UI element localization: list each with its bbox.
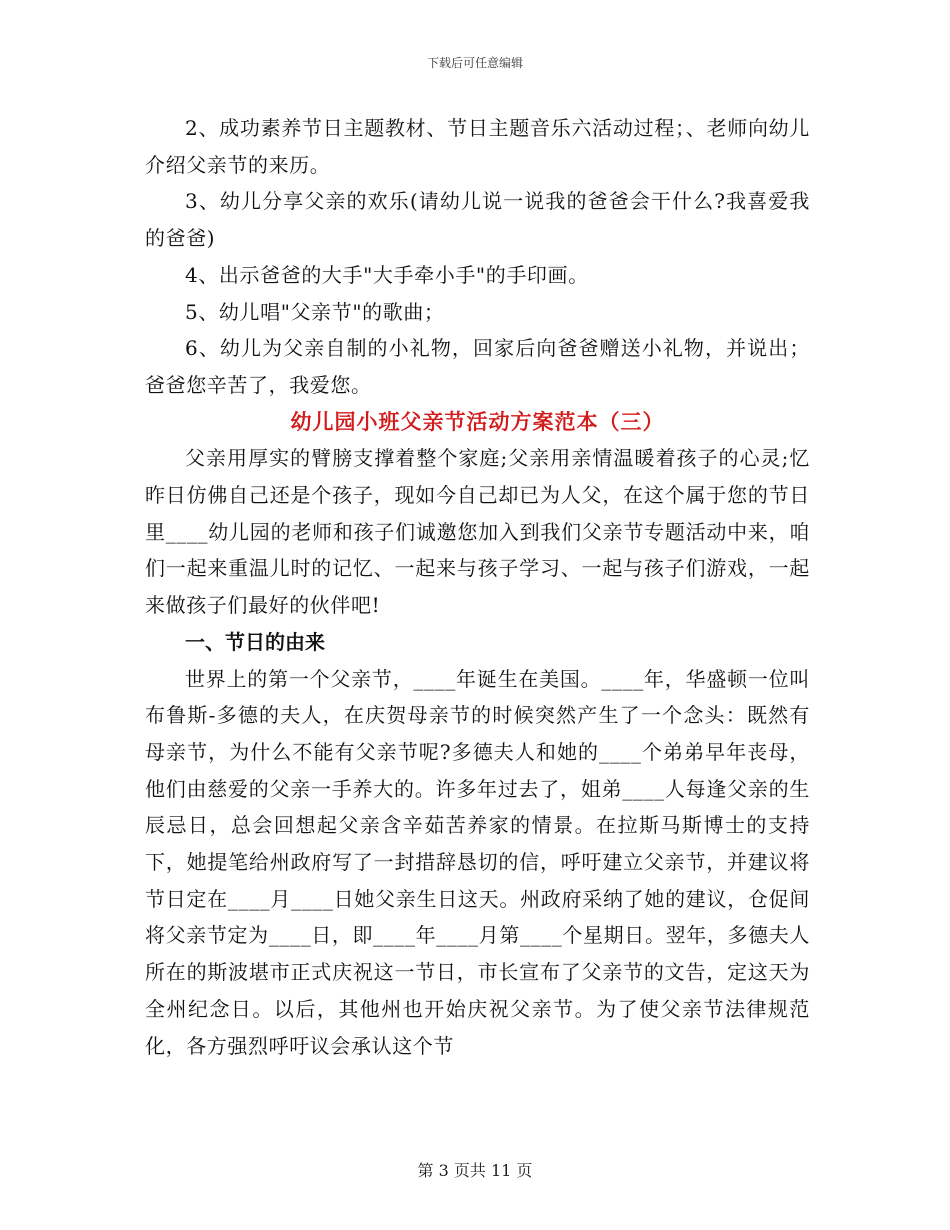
document-body	[145, 110, 810, 1064]
intro-paragraph: 父亲用厚实的臂膀支撑着整个家庭;父亲用亲情温暖着孩子的心灵;忆昨日仿佛自己还是个孩子，现如今自己却已为人父，在这个属于您的节日里____幼儿园的老师和孩子们诚邀您加入到我们父亲节专题活动中来，咱们一起来重温儿时的记忆、一起来与孩子学习、一起与孩子们游戏，一起来做孩子们最好的伙伴吧!	[145, 446, 810, 618]
section-body-paragraph: 世界上的第一个父亲节，____年诞生在美国。____年，华盛顿一位叫布鲁斯-多德的夫人，在庆贺母亲节的时候突然产生了一个念头：既然有母亲节，为什么不能有父亲节呢?多德夫人和她的____个弟弟早年丧母，他们由慈爱的父亲一手养大的。许多年过去了，姐弟____人每逢父亲的生辰忌日，总会回想起父亲含辛茹苦养家的情景。在拉斯马斯博士的支持下，她提笔给州政府写了一封措辞恳切的信，呼吁建立父亲节，并建议将节日定在____月____日她父亲生日这天。州政府采纳了她的建议，仓促间将父亲节定为____日，即____年____月第____个星期日。翌年，多德夫人所在的斯波堪市正式庆祝这一节日，市长宣布了父亲节的文告，定这天为全州纪念日。以后，其他州也开始庆祝父亲节。为了使父亲节法律规范化，各方强烈呼吁议会承认这个节	[145, 666, 810, 1058]
section-title: 幼儿园小班父亲节活动方案范本（三）	[290, 408, 665, 434]
list-item-6: 6、幼儿为父亲自制的小礼物，回家后向爸爸赠送小礼物，并说出；爸爸您辛苦了，我爱您。	[145, 336, 810, 397]
list-item-5: 5、幼儿唱"父亲节"的歌曲；	[185, 299, 445, 324]
list-item-4: 4、出示爸爸的大手"大手牵小手"的手印画。	[185, 262, 589, 287]
page-header: 下载后可任意编辑	[426, 56, 523, 70]
section-heading: 一、节日的由来	[185, 629, 325, 654]
list-item-3: 3、幼儿分享父亲的欢乐(请幼儿说一说我的爸爸会干什么?我喜爱我的爸爸)	[145, 189, 810, 251]
page-footer: 第 3 页共 11 页	[417, 1161, 533, 1180]
list-item-2: 2、成功素养节日主题教材、节日主题音乐六活动过程；、老师向幼儿介绍父亲节的来历。	[145, 116, 810, 177]
